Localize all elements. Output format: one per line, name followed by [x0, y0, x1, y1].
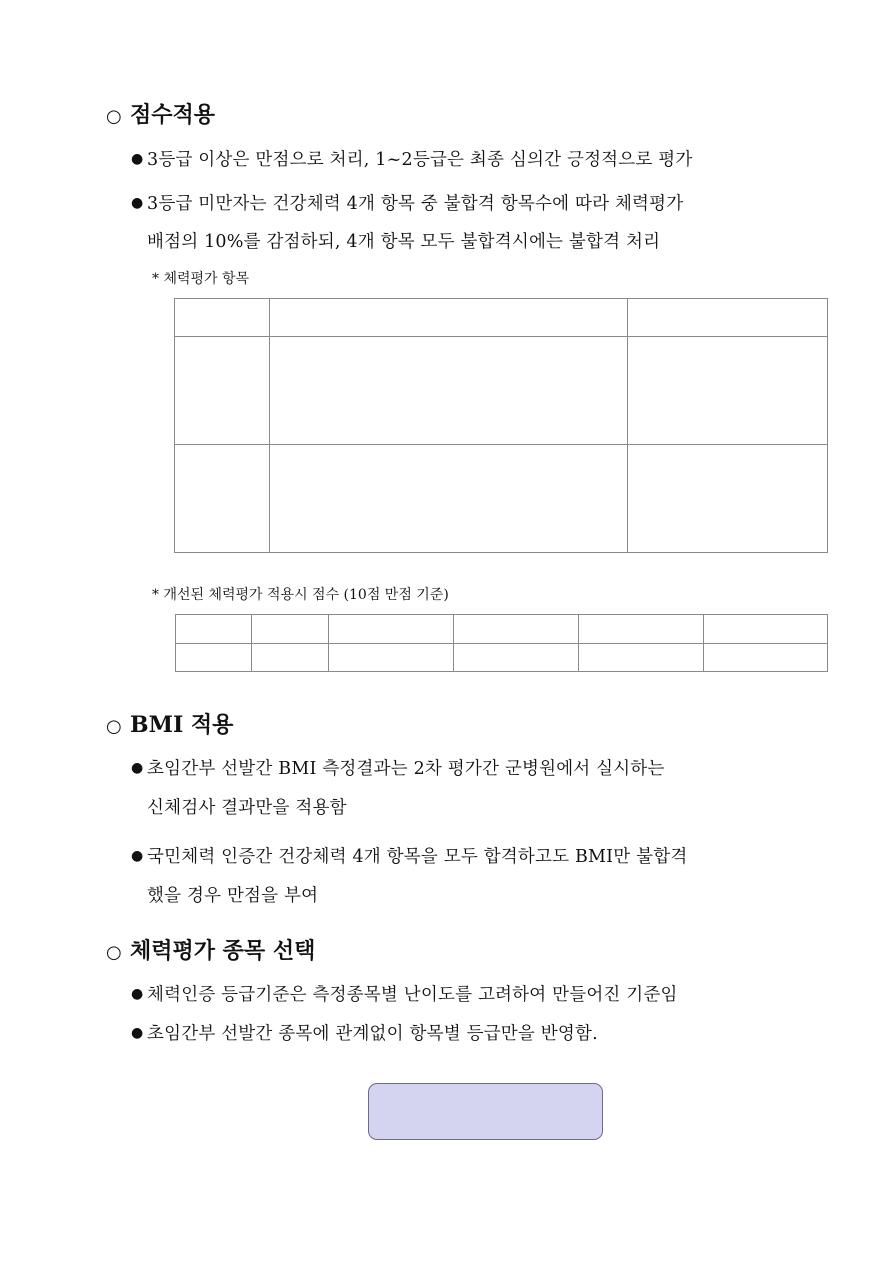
table-cell — [270, 337, 628, 445]
table-cell — [454, 615, 579, 644]
table-cell — [704, 644, 828, 672]
section-title: 점수적용 — [130, 102, 216, 128]
section-heading-score — [106, 98, 215, 129]
table-cell — [252, 644, 329, 672]
table-cell — [176, 615, 252, 644]
bullet-text: 체력인증 등급기준은 측정종목별 난이도를 고려하여 만들어진 기준임 — [147, 985, 678, 1005]
table-cell — [176, 644, 252, 672]
selection-bullet-2 — [131, 1020, 598, 1045]
table-cell — [628, 299, 828, 337]
table-cell — [175, 337, 270, 445]
table-cell — [579, 615, 704, 644]
circle-icon: ○ — [106, 942, 122, 963]
table-cell — [579, 644, 704, 672]
table-cell — [175, 445, 270, 553]
bmi-bullet-1-continuation: 신체검사 결과만을 적용함 — [147, 798, 347, 818]
section-heading-bmi — [106, 708, 233, 739]
bullet-text: 국민체력 인증간 건강체력 4개 항목을 모두 합격하고도 BMI만 불합격 — [147, 847, 688, 867]
bullet-icon: ● — [131, 848, 144, 864]
section-title: BMI 적용 — [130, 712, 234, 738]
table-cell — [252, 615, 329, 644]
score-table — [175, 614, 828, 672]
section-heading-selection — [106, 934, 315, 965]
bullet-icon: ● — [131, 986, 144, 1002]
table-cell — [628, 445, 828, 553]
bullet-text: 3등급 이상은 만점으로 처리, 1~2등급은 최종 심의간 긍정적으로 평가 — [147, 150, 693, 170]
bullet-text: 초임간부 선발간 BMI 측정결과는 2차 평가간 군병원에서 실시하는 — [147, 759, 665, 779]
table-cell — [628, 337, 828, 445]
bullet-text: 초임간부 선발간 종목에 관계없이 항목별 등급만을 반영함. — [147, 1024, 598, 1044]
score-bullet-1 — [131, 146, 692, 171]
table-cell — [454, 644, 579, 672]
fitness-items-table — [174, 298, 828, 553]
table-cell — [329, 615, 454, 644]
table-cell — [329, 644, 454, 672]
bmi-bullet-1 — [131, 755, 665, 780]
score-bullet-2 — [131, 190, 683, 215]
table-cell — [270, 299, 628, 337]
circle-icon: ○ — [106, 106, 122, 127]
bullet-icon: ● — [131, 151, 144, 167]
table-note-scores: * 개선된 체력평가 적용시 점수 (10점 만점 기준) — [152, 587, 449, 603]
bmi-bullet-2 — [131, 843, 687, 868]
table-cell — [270, 445, 628, 553]
score-bullet-2-continuation: 배점의 10%를 감점하되, 4개 항목 모두 불합격시에는 불합격 처리 — [147, 232, 661, 252]
bullet-text: 3등급 미만자는 건강체력 4개 항목 중 불합격 항목수에 따라 체력평가 — [147, 194, 684, 214]
table-cell — [704, 615, 828, 644]
section-title: 체력평가 종목 선택 — [130, 938, 316, 964]
bullet-icon: ● — [131, 760, 144, 776]
table-note-items: * 체력평가 항목 — [152, 271, 250, 287]
bullet-icon: ● — [131, 195, 144, 211]
bmi-bullet-2-continuation: 했을 경우 만점을 부여 — [147, 886, 319, 906]
table-cell — [175, 299, 270, 337]
circle-icon: ○ — [106, 716, 122, 737]
selection-bullet-1 — [131, 981, 678, 1006]
bullet-icon: ● — [131, 1025, 144, 1041]
blank-button[interactable] — [368, 1083, 603, 1140]
